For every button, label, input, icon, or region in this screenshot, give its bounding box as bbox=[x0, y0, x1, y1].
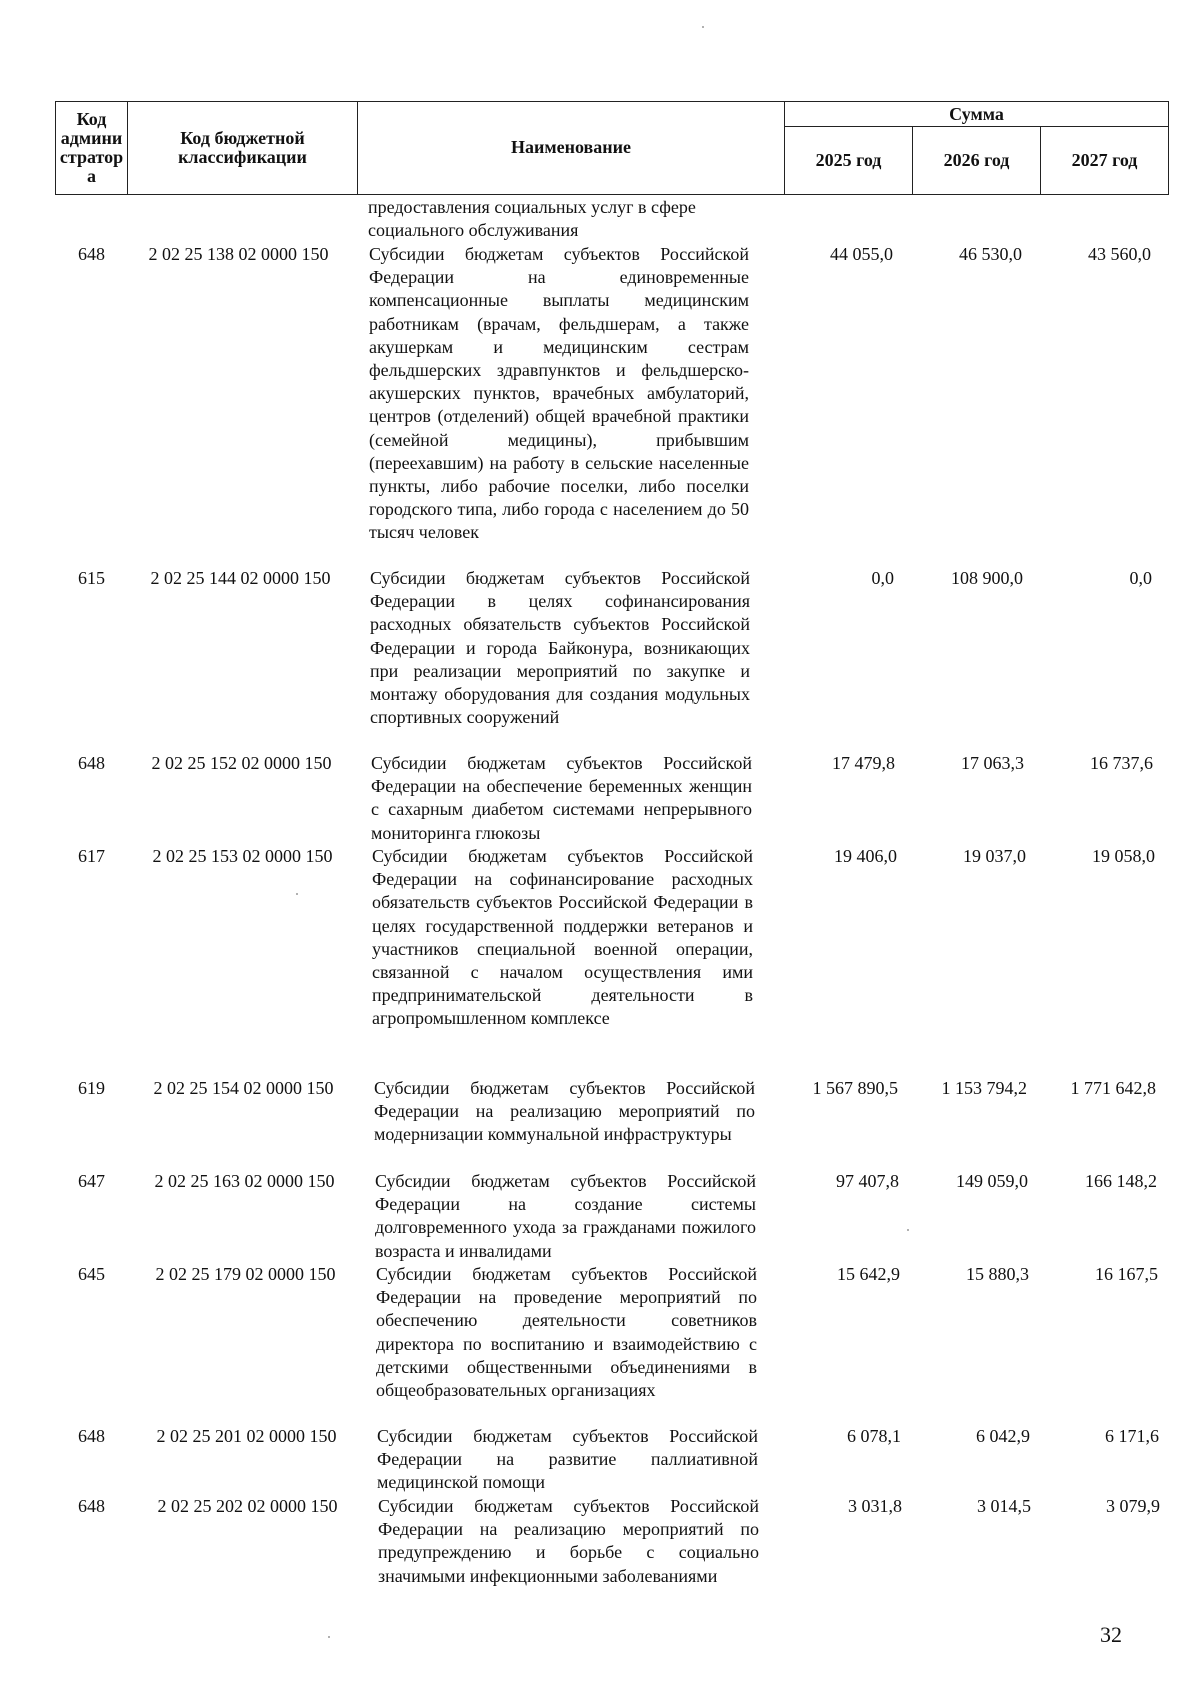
row-kbk: 2 02 25 152 02 0000 150 bbox=[151, 753, 332, 773]
row-value-2025: 44 055,0 bbox=[830, 244, 893, 264]
row-name: Субсидии бюджетам субъектов Российской Федерации на развитие паллиативной медицинской помощи bbox=[377, 1426, 758, 1493]
scan-speck bbox=[907, 1229, 909, 1231]
row-admin-code: 648 bbox=[78, 1426, 105, 1446]
header-divider bbox=[784, 126, 1168, 127]
header-divider bbox=[127, 102, 128, 194]
row-name: Субсидии бюджетам субъектов Российской Федерации на создание системы долговременного ухода за гражданами пожилого возраста и инвалидами bbox=[375, 1171, 756, 1261]
row-value-2026: 46 530,0 bbox=[959, 244, 1022, 264]
row-value-2027: 0,0 bbox=[1129, 568, 1152, 588]
row-value-2027: 3 079,9 bbox=[1106, 1496, 1160, 1516]
header-divider bbox=[784, 102, 785, 194]
row-kbk: 2 02 25 163 02 0000 150 bbox=[154, 1171, 335, 1191]
row-kbk: 2 02 25 202 02 0000 150 bbox=[157, 1496, 338, 1516]
header-name: Наименование bbox=[511, 137, 631, 157]
row-value-2027: 43 560,0 bbox=[1088, 244, 1151, 264]
row-value-2026: 108 900,0 bbox=[951, 568, 1023, 588]
row-kbk: 2 02 25 144 02 0000 150 bbox=[150, 568, 331, 588]
row-kbk: 2 02 25 138 02 0000 150 bbox=[148, 244, 329, 264]
row-kbk: 2 02 25 153 02 0000 150 bbox=[152, 846, 333, 866]
scan-speck bbox=[702, 26, 704, 28]
row-value-2026: 17 063,3 bbox=[961, 753, 1024, 773]
row-kbk: 2 02 25 179 02 0000 150 bbox=[155, 1264, 336, 1284]
header-year-2026: 2026 год bbox=[943, 149, 1010, 170]
row-value-2026: 149 059,0 bbox=[956, 1171, 1028, 1191]
row-value-2027: 16 737,6 bbox=[1090, 753, 1153, 773]
row-kbk: 2 02 25 201 02 0000 150 bbox=[156, 1426, 337, 1446]
row-value-2026: 1 153 794,2 bbox=[941, 1078, 1027, 1098]
row-name: Субсидии бюджетам субъектов Российской Федерации на обеспечение беременных женщин с сахарным диабетом системами непрерывного мониторинга глюкозы bbox=[371, 753, 752, 843]
row-kbk: 2 02 25 154 02 0000 150 bbox=[153, 1078, 334, 1098]
row-admin-code: 617 bbox=[78, 846, 105, 866]
table-header bbox=[55, 101, 1169, 195]
scan-speck bbox=[328, 1636, 330, 1638]
row-name: Субсидии бюджетам субъектов Российской Федерации на реализацию мероприятий по предупреждению и борьбе с социально значимыми инфекционными заболеваниями bbox=[378, 1496, 759, 1586]
row-name: Субсидии бюджетам субъектов Российской Федерации на реализацию мероприятий по модернизации коммунальной инфраструктуры bbox=[374, 1078, 755, 1145]
row-value-2026: 19 037,0 bbox=[963, 846, 1026, 866]
scan-speck bbox=[296, 893, 298, 895]
header-kbk: Код бюджетной классификации bbox=[178, 127, 307, 167]
row-admin-code: 619 bbox=[78, 1078, 105, 1098]
row-value-2027: 6 171,6 bbox=[1105, 1426, 1159, 1446]
row-value-2025: 17 479,8 bbox=[832, 753, 895, 773]
row-value-2025: 3 031,8 bbox=[848, 1496, 902, 1516]
row-value-2025: 1 567 890,5 bbox=[812, 1078, 898, 1098]
row-value-2027: 16 167,5 bbox=[1095, 1264, 1158, 1284]
row-admin-code: 648 bbox=[78, 1496, 105, 1516]
header-year-2027: 2027 год bbox=[1071, 149, 1138, 170]
row-admin-code: 647 bbox=[78, 1171, 105, 1191]
row-name: Субсидии бюджетам субъектов Российской Федерации на софинансирование расходных обязательств субъектов Российской Федерации в целях государственной поддержки ветеранов и участников специальной военной операции, связанной с началом осуществления ими предпринимательской деятельности в агропромышленном комплексе bbox=[372, 846, 753, 1029]
row-name: предоставления социальных услуг в сфере социального обслуживания bbox=[368, 197, 696, 241]
row-value-2025: 6 078,1 bbox=[847, 1426, 901, 1446]
row-value-2027: 166 148,2 bbox=[1085, 1171, 1157, 1191]
row-name: Субсидии бюджетам субъектов Российской Федерации на единовременные компенсационные выплаты медицинским работникам (врачам, фельдшерам, а также акушеркам и медицинским сестрам фельдшерских здравпунктов и фельдшерско-акушерских пунктов, врачебных амбулаторий, центров (отделений) общей врачебной практики (семейной медицины), прибывшим (переехавшим) на работу в сельские населенные пункты, либо рабочие поселки, либо поселки городского типа, либо города с населением до 50 тысяч человек bbox=[369, 244, 749, 543]
row-admin-code: 645 bbox=[78, 1264, 105, 1284]
header-admin-code: Код админи стратор а bbox=[59, 108, 124, 186]
row-value-2025: 15 642,9 bbox=[837, 1264, 900, 1284]
page-number: 32 bbox=[1100, 1622, 1122, 1647]
header-divider bbox=[912, 126, 913, 194]
header-year-2025: 2025 год bbox=[815, 149, 882, 170]
row-name: Субсидии бюджетам субъектов Российской Федерации в целях софинансирования расходных обязательств субъектов Российской Федерации и города Байконура, возникающих при реализации мероприятий по закупке и монтажу оборудования для создания модульных спортивных сооружений bbox=[370, 568, 750, 728]
row-admin-code: 648 bbox=[78, 753, 105, 773]
row-value-2025: 19 406,0 bbox=[834, 846, 897, 866]
row-value-2027: 1 771 642,8 bbox=[1070, 1078, 1156, 1098]
row-value-2025: 97 407,8 bbox=[836, 1171, 899, 1191]
header-divider bbox=[1040, 126, 1041, 194]
row-value-2026: 6 042,9 bbox=[976, 1426, 1030, 1446]
row-admin-code: 648 bbox=[78, 244, 105, 264]
row-admin-code: 615 bbox=[78, 568, 105, 588]
header-divider bbox=[357, 102, 358, 194]
row-name: Субсидии бюджетам субъектов Российской Федерации на проведение мероприятий по обеспечению деятельности советников директора по воспитанию и взаимодействию с детскими общественными объединениями в общеобразовательных организациях bbox=[376, 1264, 757, 1401]
row-value-2027: 19 058,0 bbox=[1092, 846, 1155, 866]
row-value-2026: 3 014,5 bbox=[977, 1496, 1031, 1516]
row-value-2025: 0,0 bbox=[871, 568, 894, 588]
row-value-2026: 15 880,3 bbox=[966, 1264, 1029, 1284]
header-sum: Сумма bbox=[949, 103, 1004, 124]
